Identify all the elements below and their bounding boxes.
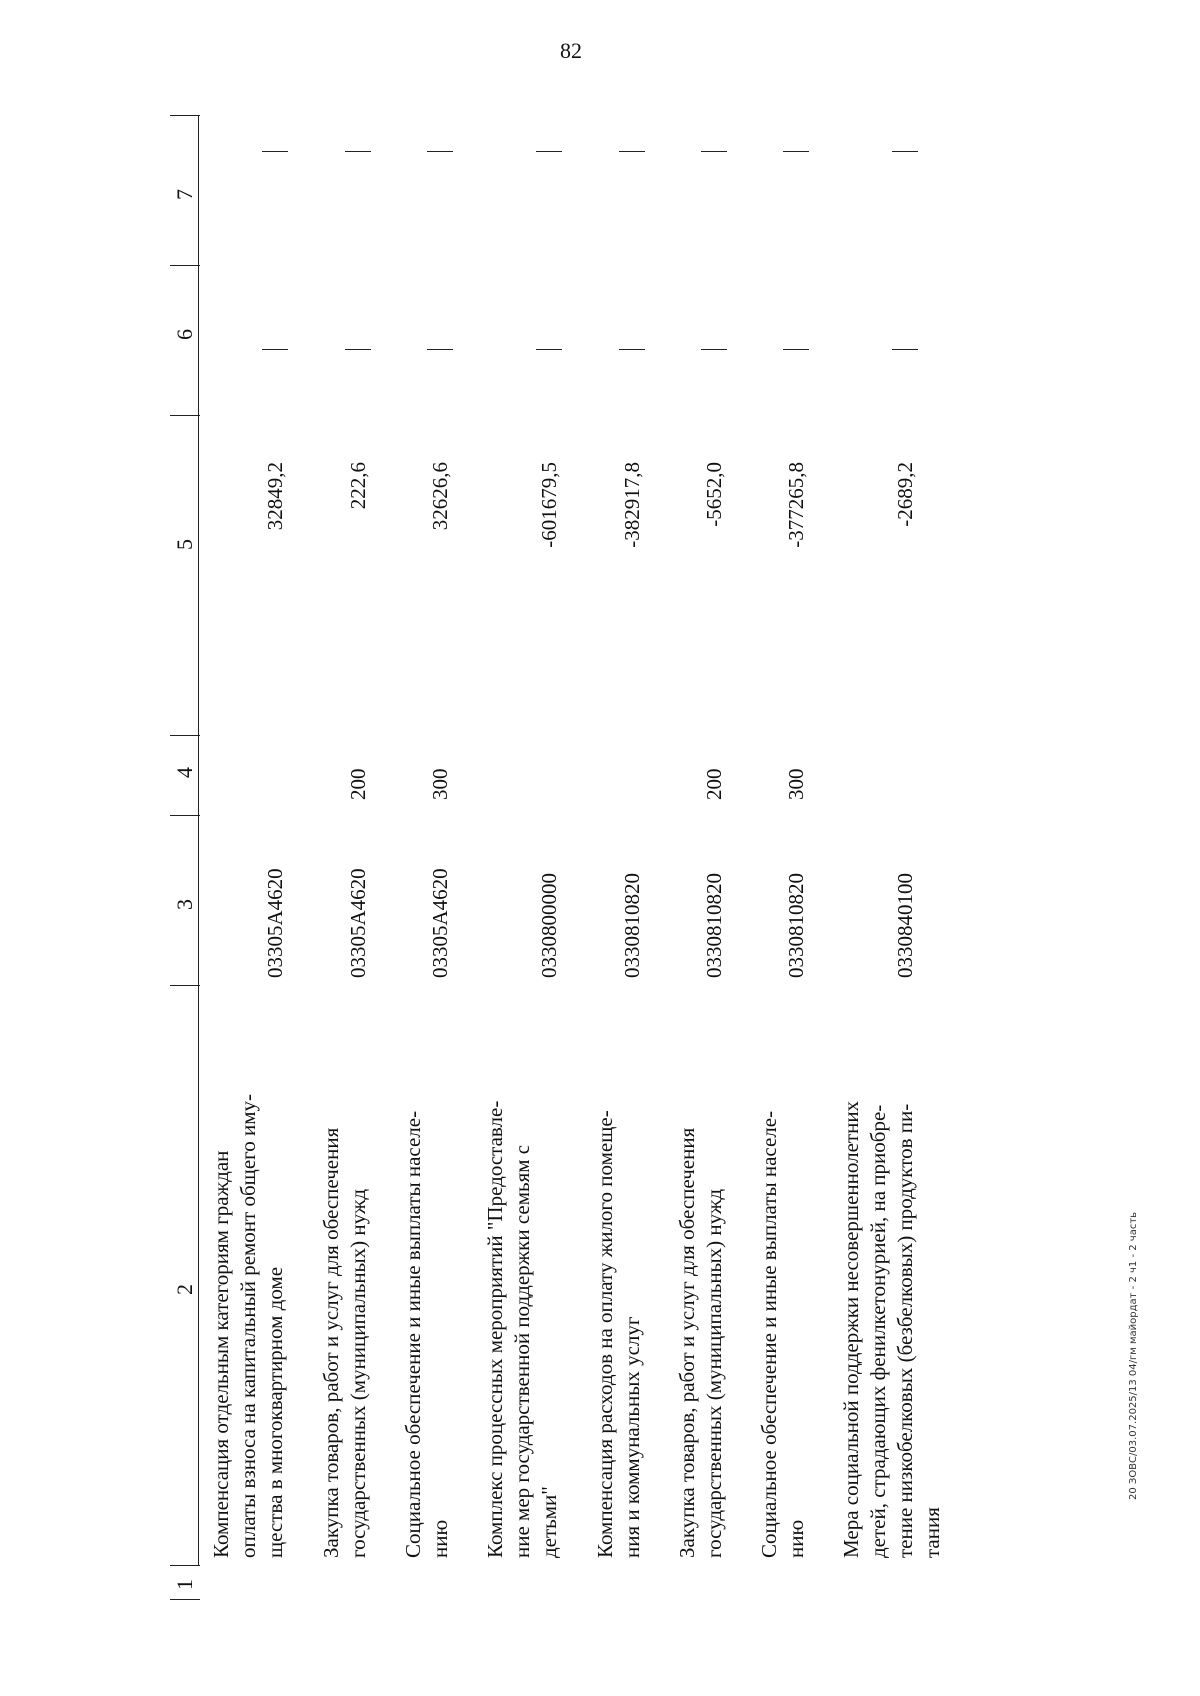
column-number-header [170, 110, 200, 1600]
column-number-6: 6 [172, 329, 197, 340]
table-body [208, 110, 950, 1600]
column-7-dash [701, 147, 727, 152]
column-7-dash [892, 147, 918, 152]
column-7-dash [536, 147, 562, 152]
column-number-2: 2 [172, 1284, 197, 1295]
column-number-1: 1 [172, 1579, 197, 1590]
expense-type: 200 [346, 768, 370, 800]
expense-type: 300 [428, 768, 452, 800]
column-7-dash [427, 147, 453, 152]
column-6-dash [783, 345, 809, 350]
target-article: 03305А4620 [428, 868, 452, 978]
amount: 32626,6 [428, 462, 452, 531]
row-description: Компенсация расходов на оплату жилого помеще- ния и коммунальных услуг [593, 1110, 644, 1558]
column-6-dash [262, 345, 288, 350]
column-7-dash [345, 147, 371, 152]
table-row [838, 110, 950, 1600]
column-6-dash [892, 345, 918, 350]
target-article: 03305А4620 [346, 868, 370, 978]
column-number-5: 5 [172, 539, 197, 550]
column-6-dash [536, 345, 562, 350]
column-7-dash [262, 147, 288, 152]
target-article: 0330800000 [537, 873, 561, 978]
row-description: Социальное обеспечение и иные выплаты населе- нию [401, 1110, 452, 1558]
row-description: Закупка товаров, работ и услуг для обеспечения государственных (муниципальных) нужд [319, 1127, 370, 1558]
rotated-budget-table [170, 110, 1050, 1600]
row-description: Компенсация отдельным категориям граждан оплаты взноса на капитальный ремонт общего иму- щества в многоквартирном доме [209, 1093, 287, 1558]
expense-type: 200 [702, 768, 726, 800]
row-description: Комплекс процессных мероприятий "Предоставле- ние мер государственной поддержки семьям с детьми" [483, 1100, 561, 1558]
expense-type: 300 [784, 768, 808, 800]
amount: 32849,2 [263, 462, 287, 531]
amount: -2689,2 [893, 462, 917, 527]
table-row [592, 110, 674, 1600]
table-row [400, 110, 482, 1600]
target-article: 0330810820 [702, 873, 726, 978]
amount: -382917,8 [620, 462, 644, 548]
row-description: Закупка товаров, работ и услуг для обеспечения государственных (муниципальных) нужд [675, 1127, 726, 1558]
amount: 222,6 [346, 462, 370, 510]
column-6-dash [427, 345, 453, 350]
footer-stamp: 20 ЗОВС/03.07.2025/13 04/гм майордат - 2 ч1 - 2 часть [1128, 1211, 1139, 1500]
table-row [208, 110, 318, 1600]
column-6-dash [701, 345, 727, 350]
target-article: 0330810820 [620, 873, 644, 978]
column-number-7: 7 [172, 189, 197, 200]
amount: -5652,0 [702, 462, 726, 527]
row-description: Мера социальной поддержки несовершеннолетних детей, страдающих фенилкетонурией, на приобре- тение низкобелковых (безбелковых) продуктов пи- тания [839, 1100, 944, 1558]
page-number: 82 [560, 38, 582, 63]
table-row [674, 110, 756, 1600]
amount: -601679,5 [537, 462, 561, 548]
column-6-dash [345, 345, 371, 350]
column-6-dash [619, 345, 645, 350]
column-7-dash [783, 147, 809, 152]
table-row [318, 110, 400, 1600]
column-7-dash [619, 147, 645, 152]
target-article: 0330810820 [784, 873, 808, 978]
target-article: 0330840100 [893, 873, 917, 978]
table-row [756, 110, 838, 1600]
column-number-4: 4 [172, 767, 197, 778]
amount: -377265,8 [784, 462, 808, 548]
target-article: 03305А4620 [263, 868, 287, 978]
table-row [482, 110, 592, 1600]
column-number-3: 3 [172, 899, 197, 910]
row-description: Социальное обеспечение и иные выплаты населе- нию [757, 1110, 808, 1558]
